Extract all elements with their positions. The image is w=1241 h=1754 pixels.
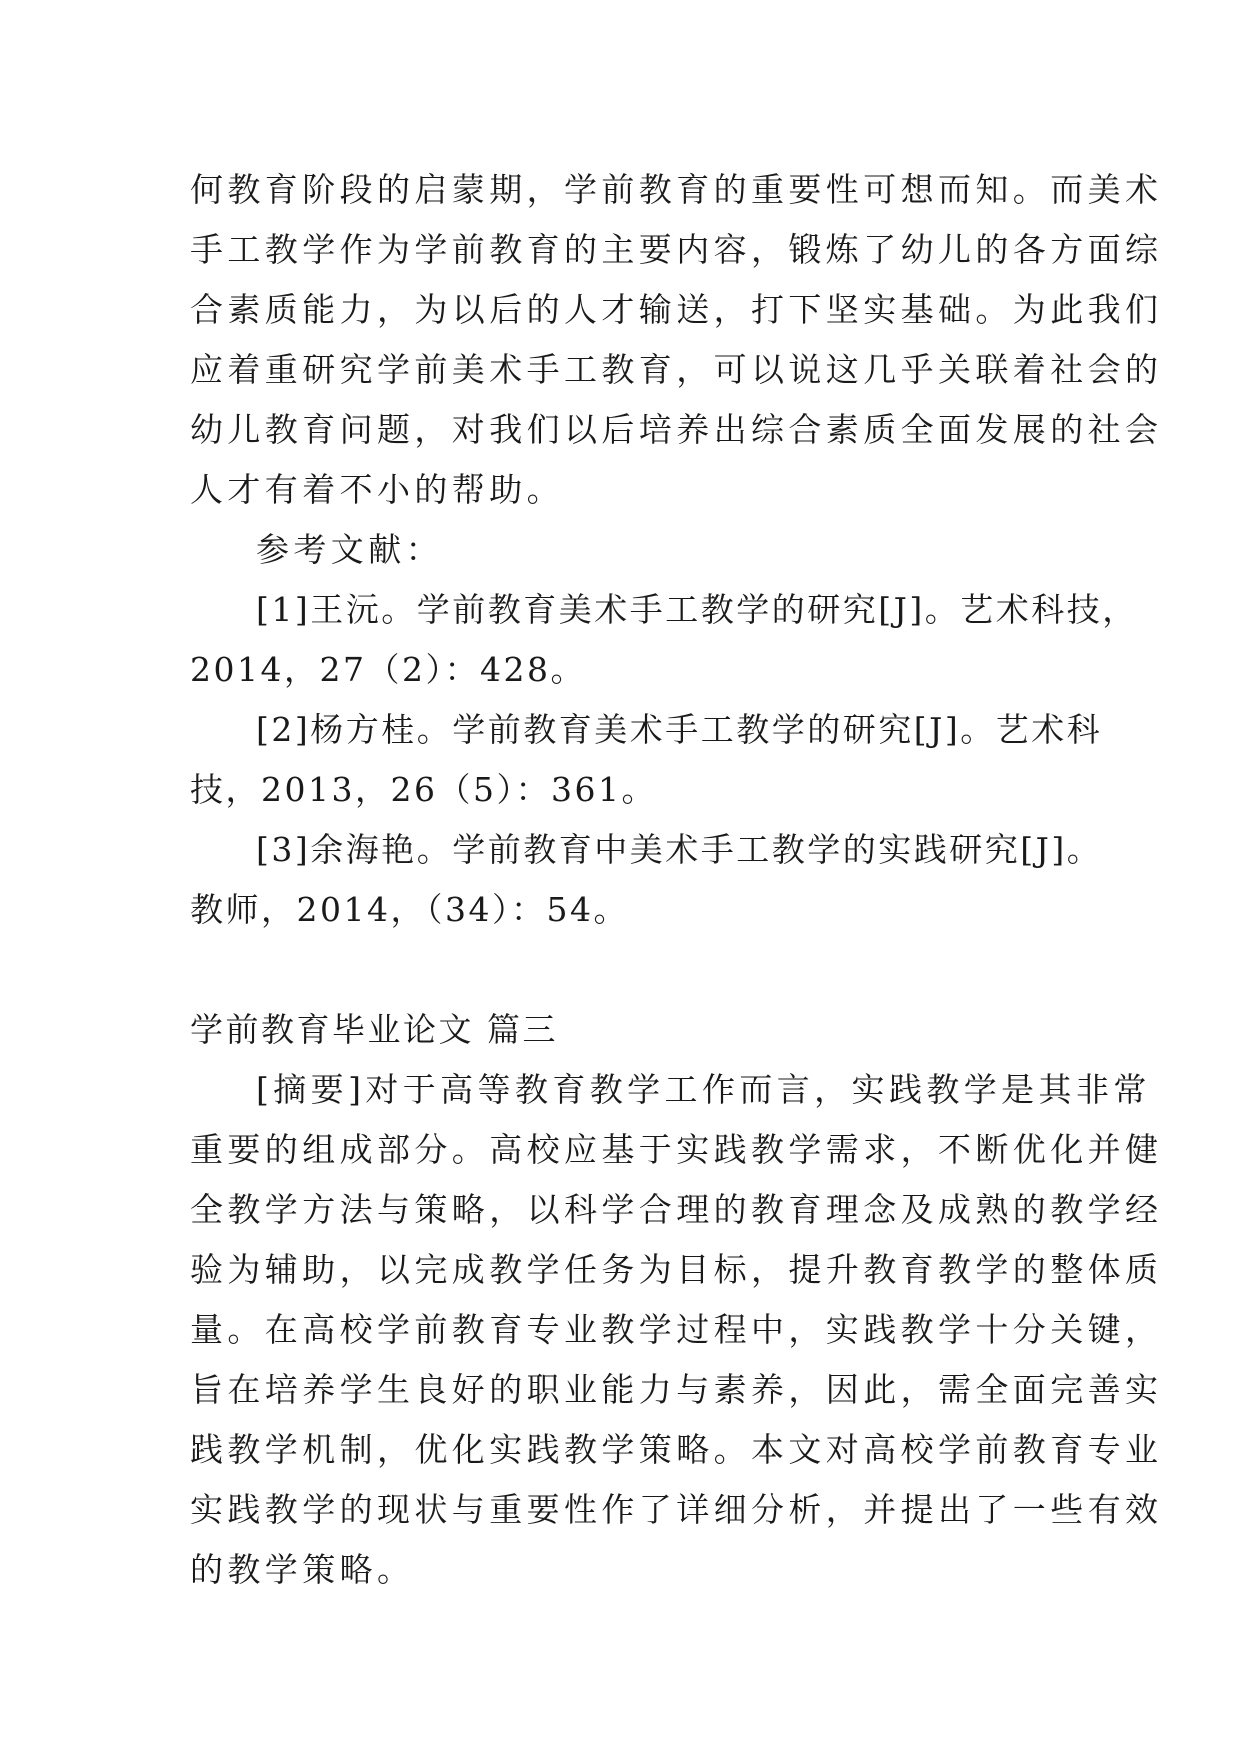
reference-line: 2014，27（2）：428。 <box>190 650 586 689</box>
reference-item <box>190 580 1138 700</box>
reference-line: [1]王沅。学前教育美术手工教学的研究[J]。艺术科技， <box>256 590 1138 629</box>
document-page <box>190 160 1163 1600</box>
text-line: 全教学方法与策略，以科学合理的教育理念及成熟的教学经 <box>190 1190 1163 1229</box>
section-title: 学前教育毕业论文 篇三 <box>190 1010 558 1049</box>
reference-item <box>190 700 1103 820</box>
abstract-paragraph <box>190 1060 1163 1600</box>
text-line: 量。在高校学前教育专业教学过程中，实践教学十分关键， <box>190 1310 1163 1349</box>
reference-line: [3]余海艳。学前教育中美术手工教学的实践研究[J]。 <box>256 830 1103 869</box>
reference-list <box>190 580 1138 940</box>
conclusion-paragraph <box>190 160 1163 520</box>
text-line: 何教育阶段的启蒙期，学前教育的重要性可想而知。而美术 <box>190 170 1163 209</box>
reference-line: 技，2013，26（5）：361。 <box>190 770 657 809</box>
text-line: 实践教学的现状与重要性作了详细分析，并提出了一些有效 <box>190 1490 1163 1529</box>
text-line: 幼儿教育问题，对我们以后培养出综合素质全面发展的社会 <box>190 410 1163 449</box>
text-line: 应着重研究学前美术手工教育，可以说这几乎关联着社会的 <box>190 350 1163 389</box>
text-line: [摘要]对于高等教育教学工作而言，实践教学是其非常 <box>256 1070 1151 1109</box>
text-line: 践教学机制，优化实践教学策略。本文对高校学前教育专业 <box>190 1430 1163 1469</box>
section-spacer <box>190 940 1060 1000</box>
reference-line: 教师，2014，（34）：54。 <box>190 890 629 929</box>
text-line: 验为辅助，以完成教学任务为目标，提升教育教学的整体质 <box>190 1250 1163 1289</box>
text-line: 的教学策略。 <box>190 1550 415 1589</box>
text-line: 重要的组成部分。高校应基于实践教学需求，不断优化并健 <box>190 1130 1163 1169</box>
references-heading: 参考文献： <box>256 530 443 569</box>
reference-item <box>190 820 1103 940</box>
text-line: 手工教学作为学前教育的主要内容，锻炼了幼儿的各方面综 <box>190 230 1163 269</box>
reference-line: [2]杨方桂。学前教育美术手工教学的研究[J]。艺术科 <box>256 710 1103 749</box>
text-line: 人才有着不小的帮助。 <box>190 470 564 509</box>
text-line: 旨在培养学生良好的职业能力与素养，因此，需全面完善实 <box>190 1370 1163 1409</box>
text-line: 合素质能力，为以后的人才输送，打下坚实基础。为此我们 <box>190 290 1163 329</box>
